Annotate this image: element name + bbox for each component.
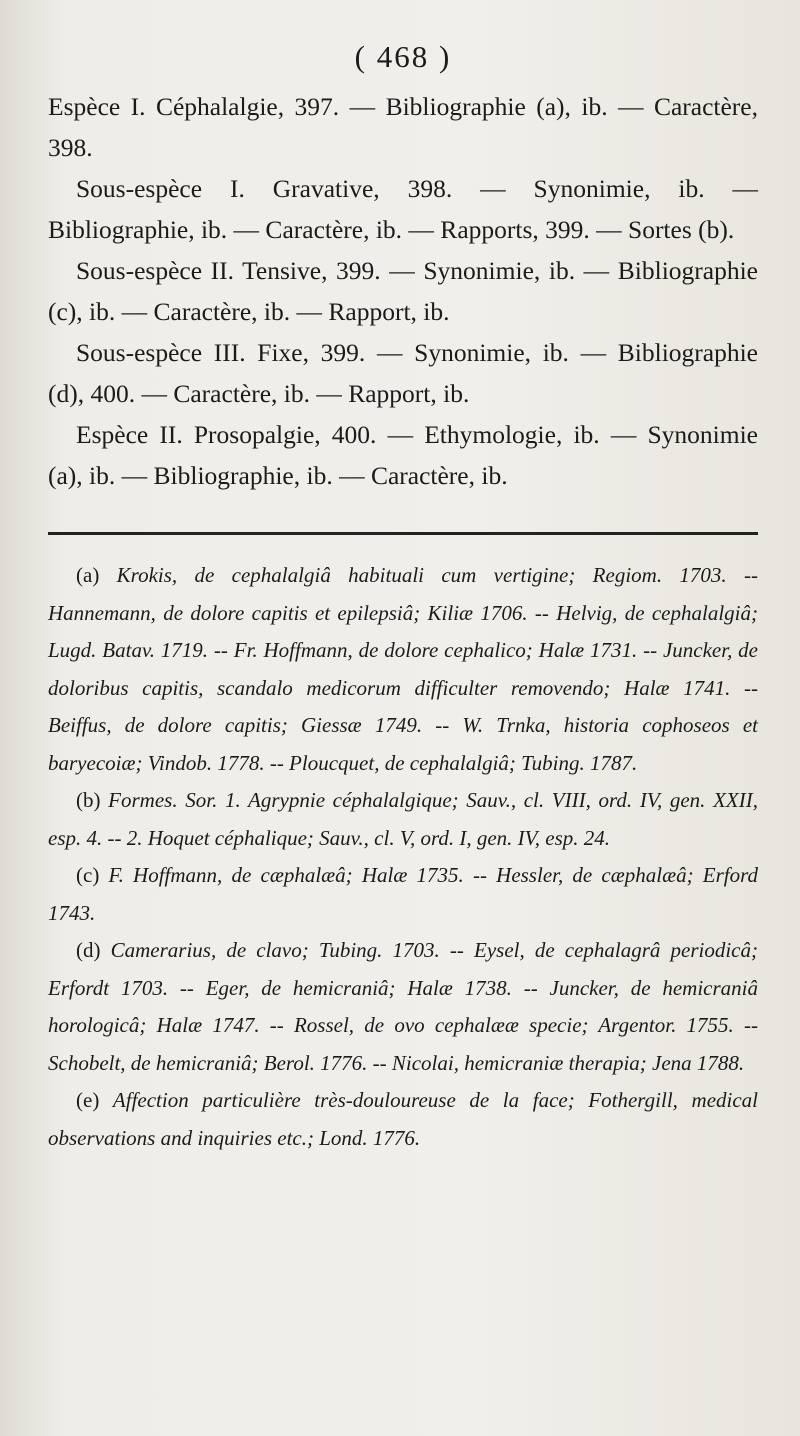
- footnote-mark: (a): [76, 563, 100, 587]
- footnote-text: Krokis, de cephalalgiâ habituali cum vertigine; Regiom. 1703. -- Hannemann, de dolore capitis et epilepsiâ; Kiliæ 1706. -- Helvig, de cephalalgiâ; Lugd. Batav. 1719. -- Fr. Hoffmann, de dolore cephalico; Halæ 1731. -- Juncker, de doloribus capitis, scandalo medicorum difficulter removendo; Halæ 1741. -- Beiffus, de dolore capitis; Giessæ 1749. -- W. Trnka, historia cophoseos et baryecoiæ; Vindob. 1778. -- Ploucquet, de cephalalgiâ; Tubing. 1787.: [48, 563, 758, 775]
- footnote-b: [48, 782, 758, 857]
- paragraph-espece-1: Espèce I. Céphalalgie, 397. — Bibliographie (a), ib. — Caractère, 398.: [48, 92, 758, 162]
- page-number: ( 468 ): [354, 39, 452, 74]
- footnote-text: Formes. Sor. 1. Agrypnie céphalalgique; Sauv., cl. VIII, ord. IV, gen. XXII, esp. 4. -- 2. Hoquet céphalique; Sauv., cl. V, ord. I, gen. IV, esp. 24.: [48, 788, 758, 850]
- footnote-text: Camerarius, de clavo; Tubing. 1703. -- Eysel, de cephalagrâ periodicâ; Erfordt 1703. -- Eger, de hemicraniâ; Halæ 1738. -- Juncker, de hemicraniâ horologicâ; Halæ 1747. -- Rossel, de ovo cephalææ specie; Argentor. 1755. -- Schobelt, de hemicraniâ; Berol. 1776. -- Nicolai, hemicraniæ therapia; Jena 1788.: [48, 938, 758, 1075]
- footnote-mark: (e): [76, 1088, 100, 1112]
- paragraph-sous-espece-1: Sous-espèce I. Gravative, 398. — Synonimie, ib. — Bibliographie, ib. — Caractère, ib. — Rapports, 399. — Sortes (b).: [48, 174, 758, 244]
- paragraph-espece-2: Espèce II. Prosopalgie, 400. — Ethymologie, ib. — Synonimie (a), ib. — Bibliographie, ib. — Caractère, ib.: [48, 420, 758, 490]
- footnote-text: F. Hoffmann, de cæphalæâ; Halæ 1735. -- Hessler, de cæphalæâ; Erford 1743.: [48, 863, 758, 925]
- paragraph-sous-espece-2: Sous-espèce II. Tensive, 399. — Synonimie, ib. — Bibliographie (c), ib. — Caractère, ib. — Rapport, ib.: [48, 256, 758, 326]
- footnote-a: [48, 557, 758, 782]
- footnote-mark: (c): [76, 863, 100, 887]
- footnote-mark: (d): [76, 938, 101, 962]
- footnote-divider: [48, 532, 758, 535]
- paragraph-sous-espece-3: Sous-espèce III. Fixe, 399. — Synonimie, ib. — Bibliographie (d), 400. — Caractère, ib. — Rapport, ib.: [48, 338, 758, 408]
- footnote-mark: (b): [76, 788, 101, 812]
- footnotes: [48, 557, 758, 1157]
- main-text: [48, 86, 758, 496]
- footnote-c: [48, 857, 758, 932]
- footnote-text: Affection particulière très-douloureuse de la face; Fothergill, medical observations and inquiries etc.; Lond. 1776.: [48, 1088, 758, 1150]
- footnote-e: [48, 1082, 758, 1157]
- footnote-d: [48, 932, 758, 1082]
